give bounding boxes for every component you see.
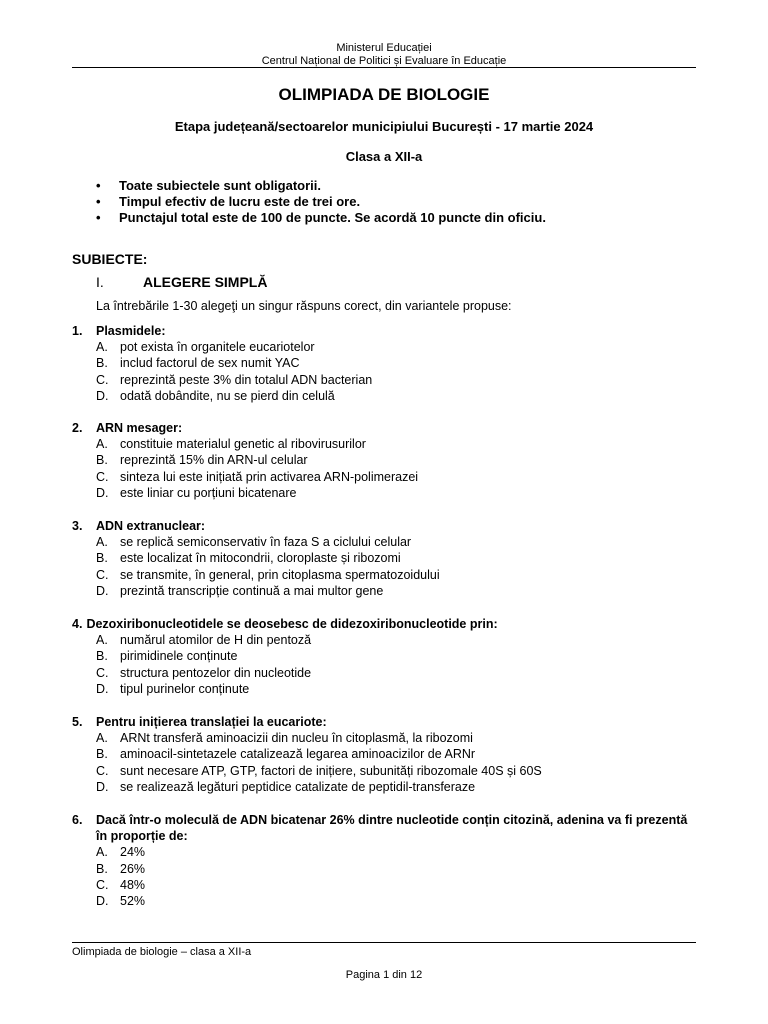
part-heading: [96, 274, 267, 290]
question-text: ADN extranuclear:: [96, 519, 206, 533]
option-letter: B.: [96, 747, 108, 762]
option-a: [72, 534, 700, 550]
document-title: OLIMPIADA DE BIOLOGIE: [278, 85, 490, 104]
option-a: [72, 436, 700, 452]
question-text: Dezoxiribonucleotidele se deosebesc de didezoxiribonucleotide prin:: [86, 617, 498, 631]
option-text: pot exista în organitele eucariotelor: [120, 340, 315, 355]
option-letter: D.: [96, 388, 109, 403]
option-text: 52%: [120, 894, 146, 909]
option-text: 24%: [120, 845, 146, 860]
part-name: ALEGERE SIMPLĂ: [143, 274, 268, 290]
option-c: [72, 567, 700, 583]
question-text: ARN mesager:: [96, 421, 183, 435]
question-number: 1.: [72, 324, 83, 338]
option-letter: D.: [96, 485, 109, 500]
option-a: [72, 632, 700, 648]
option-d: [72, 893, 700, 909]
question-3: [72, 518, 700, 599]
option-b: [72, 355, 700, 371]
option-b: [72, 648, 700, 664]
question-number: 3.: [72, 519, 83, 533]
grade-label: Clasa a XII-a: [345, 149, 423, 164]
option-d: [72, 681, 700, 697]
option-letter: A.: [96, 731, 108, 746]
question-6: [72, 812, 700, 909]
option-letter: D.: [96, 583, 109, 598]
header-divider: [72, 67, 696, 68]
option-letter: A.: [96, 437, 108, 452]
question-number: 6.: [72, 813, 83, 827]
option-text: 26%: [120, 861, 146, 876]
option-letter: D.: [96, 894, 109, 909]
rules-list: [96, 178, 696, 226]
option-text: este liniar cu porțiuni bicatenare: [120, 485, 297, 500]
question-4: [72, 616, 700, 697]
option-letter: A.: [96, 535, 108, 550]
option-text: pirimidinele conținute: [120, 649, 238, 664]
question-1: [72, 323, 700, 404]
option-text: numărul atomilor de H din pentoză: [120, 633, 312, 648]
document-subtitle: Etapa județeană/sectoarelor municipiului București - 17 martie 2024: [174, 119, 594, 134]
option-letter: B.: [96, 551, 108, 566]
section-heading: SUBIECTE:: [72, 251, 148, 267]
option-text: se transmite, în general, prin citoplasma spermatozoidului: [120, 567, 440, 582]
option-letter: A.: [96, 340, 108, 355]
option-c: [72, 665, 700, 681]
question-text: Dacă într-o moleculă de ADN bicatenar 26% dintre nucleotide conțin citozină, adenina va fi prezentă în proporție de:: [96, 813, 688, 844]
option-text: tipul purinelor conținute: [120, 681, 250, 696]
question-text: Plasmidele:: [96, 324, 166, 338]
option-d: [72, 779, 700, 795]
question-number: 4.: [72, 617, 83, 631]
option-text: constituie materialul genetic al ribovirusurilor: [120, 437, 366, 452]
option-letter: D.: [96, 681, 109, 696]
question-2: [72, 420, 700, 501]
option-letter: C.: [96, 469, 109, 484]
option-c: [72, 372, 700, 388]
option-d: [72, 583, 700, 599]
question-stem: [72, 714, 700, 730]
option-b: [72, 452, 700, 468]
question-stem: [72, 420, 700, 436]
option-letter: B.: [96, 453, 108, 468]
question-text: Pentru inițierea translației la eucariote:: [96, 715, 327, 729]
option-letter: C.: [96, 665, 109, 680]
rule-item: • Toate subiectele sunt obligatorii.: [96, 178, 696, 194]
option-a: [72, 844, 700, 860]
header-ministry: Ministerul Educației: [336, 42, 432, 54]
question-stem: [72, 812, 700, 844]
option-d: [72, 388, 700, 404]
option-text: structura pentozelor din nucleotide: [120, 665, 312, 680]
option-text: se replică semiconservativ în faza S a ciclului celular: [120, 535, 412, 550]
option-letter: C.: [96, 567, 109, 582]
option-letter: B.: [96, 649, 108, 664]
option-letter: B.: [96, 861, 108, 876]
option-letter: A.: [96, 845, 108, 860]
option-b: [72, 550, 700, 566]
option-c: [72, 877, 700, 893]
option-b: [72, 861, 700, 877]
option-d: [72, 485, 700, 501]
footer-title: Olimpiada de biologie – clasa a XII-a: [72, 946, 252, 958]
question-number: 2.: [72, 421, 83, 435]
option-text: odată dobândite, nu se pierd din celulă: [120, 388, 335, 403]
option-a: [72, 339, 700, 355]
question-stem: [72, 323, 700, 339]
option-text: 48%: [120, 877, 146, 892]
document-header: [72, 42, 696, 68]
option-c: [72, 763, 700, 779]
option-letter: C.: [96, 372, 109, 387]
option-text: ARNt transferă aminoacizii din nucleu în citoplasmă, la ribozomi: [120, 731, 473, 746]
header-center: Centrul Național de Politici și Evaluare în Educație: [261, 55, 507, 67]
option-c: [72, 469, 700, 485]
option-letter: B.: [96, 356, 108, 371]
option-letter: D.: [96, 779, 109, 794]
option-text: se realizează legături peptidice catalizate de peptidil-transferaze: [120, 779, 476, 794]
footer-divider: [72, 942, 696, 943]
option-text: reprezintă 15% din ARN-ul celular: [120, 453, 308, 468]
question-stem: [72, 518, 700, 534]
option-a: [72, 730, 700, 746]
option-text: sinteza lui este inițiată prin activarea ARN-polimerazei: [120, 469, 419, 484]
option-text: prezintă transcripție continuă a mai multor gene: [120, 583, 384, 598]
option-text: este localizat în mitocondrii, cloroplaste și ribozomi: [120, 551, 401, 566]
option-b: [72, 746, 700, 762]
option-text: aminoacil-sintetazele catalizează legarea aminoacizilor de ARNr: [120, 747, 476, 762]
question-stem: [72, 616, 700, 632]
rule-item: • Punctajul total este de 100 de puncte. Se acordă 10 puncte din oficiu.: [96, 210, 696, 226]
option-letter: C.: [96, 763, 109, 778]
option-letter: C.: [96, 877, 109, 892]
part-number: I.: [96, 274, 104, 290]
instructions: La întrebările 1-30 alegeţi un singur răspuns corect, din variantele propuse:: [96, 299, 512, 313]
question-5: [72, 714, 700, 795]
page-number: Pagina 1 din 12: [345, 969, 423, 981]
option-letter: A.: [96, 633, 108, 648]
option-text: sunt necesare ATP, GTP, factori de inițiere, subunități ribozomale 40S și 60S: [120, 763, 542, 778]
question-number: 5.: [72, 715, 83, 729]
rule-item: • Timpul efectiv de lucru este de trei ore.: [96, 194, 696, 210]
option-text: includ factorul de sex numit YAC: [120, 356, 300, 371]
option-text: reprezintă peste 3% din totalul ADN bacterian: [120, 372, 373, 387]
